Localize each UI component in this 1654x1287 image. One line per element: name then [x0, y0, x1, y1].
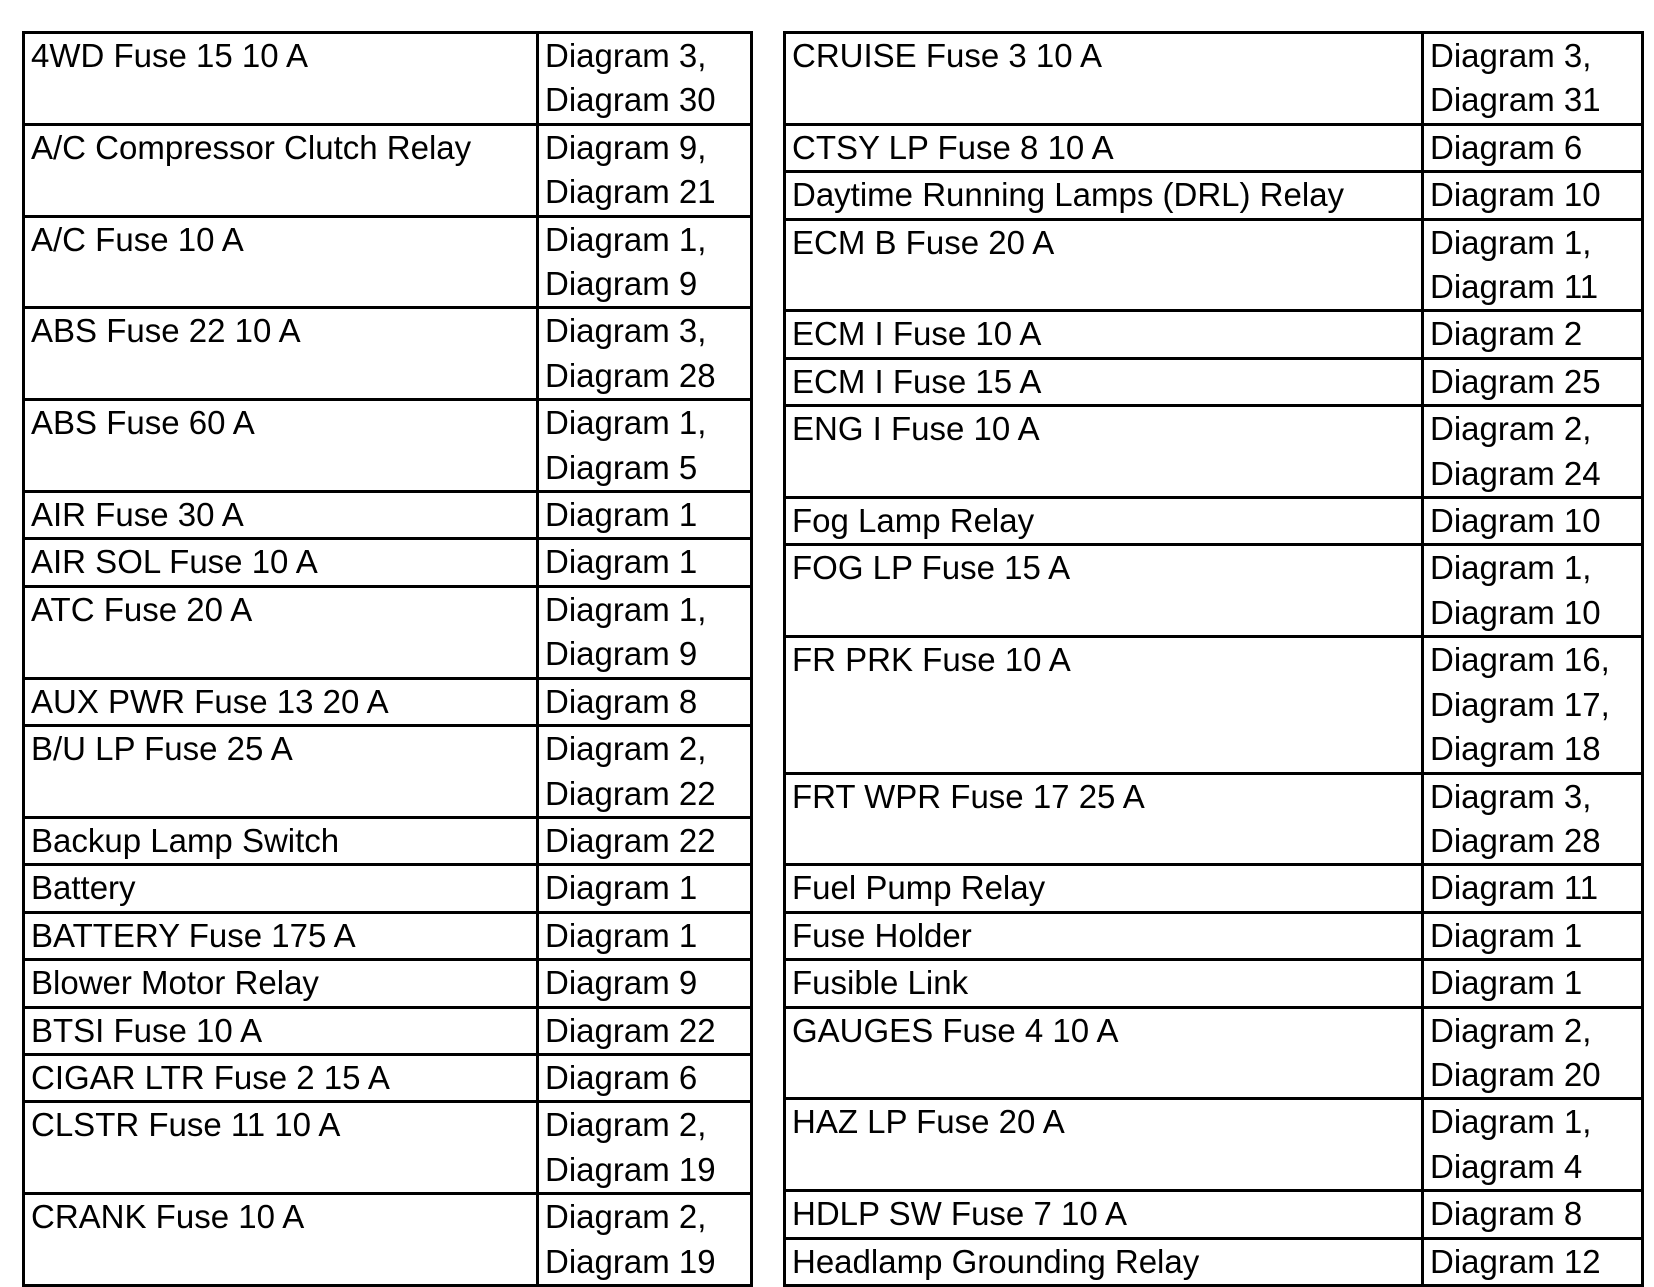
component-name-cell: Fuel Pump Relay [785, 865, 1423, 912]
table-row [785, 33, 1643, 125]
diagram-reference-cell: Diagram 9, Diagram 21 [538, 124, 752, 216]
diagram-reference-cell: Diagram 2, Diagram 24 [1423, 406, 1643, 498]
diagram-reference-cell: Diagram 16, Diagram 17, Diagram 18 [1423, 637, 1643, 773]
component-name-cell: ECM I Fuse 15 A [785, 358, 1423, 405]
diagram-reference-cell: Diagram 6 [538, 1054, 752, 1101]
diagram-reference-cell: Diagram 1 [538, 492, 752, 539]
table-row [785, 311, 1643, 358]
table-row [24, 308, 752, 400]
diagram-reference-cell: Diagram 9 [538, 960, 752, 1007]
component-name-cell: CLSTR Fuse 11 10 A [24, 1102, 538, 1194]
table-row [785, 545, 1643, 637]
table-row [785, 912, 1643, 959]
component-name-cell: Blower Motor Relay [24, 960, 538, 1007]
table-row [785, 1191, 1643, 1238]
table-row [24, 817, 752, 864]
component-name-cell: CTSY LP Fuse 8 10 A [785, 124, 1423, 171]
component-name-cell: ECM I Fuse 10 A [785, 311, 1423, 358]
table-row [24, 1102, 752, 1194]
table-row [24, 1054, 752, 1101]
table-row [785, 960, 1643, 1007]
component-name-cell: ABS Fuse 60 A [24, 400, 538, 492]
diagram-reference-cell: Diagram 3, Diagram 30 [538, 33, 752, 125]
component-name-cell: ABS Fuse 22 10 A [24, 308, 538, 400]
table-row [24, 726, 752, 818]
table-row [24, 492, 752, 539]
diagram-reference-cell: Diagram 22 [538, 817, 752, 864]
fuse-index-page [22, 31, 1638, 1280]
diagram-reference-cell: Diagram 10 [1423, 498, 1643, 545]
table-row [785, 1007, 1643, 1099]
diagram-reference-cell: Diagram 1 [538, 865, 752, 912]
table-row [24, 539, 752, 586]
diagram-reference-cell: Diagram 1, Diagram 11 [1423, 219, 1643, 311]
column-gutter [753, 31, 783, 1236]
component-name-cell: ENG I Fuse 10 A [785, 406, 1423, 498]
fuse-index-table-right [783, 31, 1644, 1287]
diagram-reference-cell: Diagram 8 [538, 678, 752, 725]
table-row [24, 400, 752, 492]
component-name-cell: ATC Fuse 20 A [24, 586, 538, 678]
component-name-cell: Fog Lamp Relay [785, 498, 1423, 545]
component-name-cell: Headlamp Grounding Relay [785, 1238, 1423, 1285]
diagram-reference-cell: Diagram 1, Diagram 9 [538, 216, 752, 308]
component-name-cell: AUX PWR Fuse 13 20 A [24, 678, 538, 725]
table-row [785, 172, 1643, 219]
table-row [785, 637, 1643, 773]
component-name-cell: Fuse Holder [785, 912, 1423, 959]
diagram-reference-cell: Diagram 25 [1423, 358, 1643, 405]
diagram-reference-cell: Diagram 3, Diagram 28 [1423, 773, 1643, 865]
component-name-cell: A/C Compressor Clutch Relay [24, 124, 538, 216]
table-row [785, 406, 1643, 498]
diagram-reference-cell: Diagram 1 [1423, 912, 1643, 959]
table-row [24, 33, 752, 125]
diagram-reference-cell: Diagram 10 [1423, 172, 1643, 219]
table-row [785, 498, 1643, 545]
component-name-cell: Fusible Link [785, 960, 1423, 1007]
fuse-index-table-left [22, 31, 753, 1287]
component-name-cell: Daytime Running Lamps (DRL) Relay [785, 172, 1423, 219]
diagram-reference-cell: Diagram 22 [538, 1007, 752, 1054]
table-row [785, 358, 1643, 405]
component-name-cell: AIR SOL Fuse 10 A [24, 539, 538, 586]
table-row [24, 865, 752, 912]
component-name-cell: A/C Fuse 10 A [24, 216, 538, 308]
table-row [785, 219, 1643, 311]
component-name-cell: FOG LP Fuse 15 A [785, 545, 1423, 637]
component-name-cell: CRUISE Fuse 3 10 A [785, 33, 1423, 125]
table-row [785, 1238, 1643, 1285]
component-name-cell: BATTERY Fuse 175 A [24, 912, 538, 959]
component-name-cell: BTSI Fuse 10 A [24, 1007, 538, 1054]
diagram-reference-cell: Diagram 3, Diagram 28 [538, 308, 752, 400]
diagram-reference-cell: Diagram 1, Diagram 10 [1423, 545, 1643, 637]
table-body-left [24, 33, 752, 1286]
table-row [24, 1007, 752, 1054]
diagram-reference-cell: Diagram 2, Diagram 19 [538, 1102, 752, 1194]
component-name-cell: CIGAR LTR Fuse 2 15 A [24, 1054, 538, 1101]
component-name-cell: AIR Fuse 30 A [24, 492, 538, 539]
component-name-cell: FRT WPR Fuse 17 25 A [785, 773, 1423, 865]
diagram-reference-cell: Diagram 1 [538, 539, 752, 586]
component-name-cell: 4WD Fuse 15 10 A [24, 33, 538, 125]
diagram-reference-cell: Diagram 2, Diagram 22 [538, 726, 752, 818]
diagram-reference-cell: Diagram 1 [538, 912, 752, 959]
component-name-cell: CRANK Fuse 10 A [24, 1194, 538, 1286]
table-row [785, 773, 1643, 865]
diagram-reference-cell: Diagram 1, Diagram 9 [538, 586, 752, 678]
table-row [24, 678, 752, 725]
table-row [24, 216, 752, 308]
component-name-cell: Backup Lamp Switch [24, 817, 538, 864]
component-name-cell: HAZ LP Fuse 20 A [785, 1099, 1423, 1191]
component-name-cell: HDLP SW Fuse 7 10 A [785, 1191, 1423, 1238]
diagram-reference-cell: Diagram 6 [1423, 124, 1643, 171]
diagram-reference-cell: Diagram 11 [1423, 865, 1643, 912]
table-row [24, 960, 752, 1007]
component-name-cell: ECM B Fuse 20 A [785, 219, 1423, 311]
table-row [785, 1099, 1643, 1191]
component-name-cell: B/U LP Fuse 25 A [24, 726, 538, 818]
diagram-reference-cell: Diagram 1, Diagram 4 [1423, 1099, 1643, 1191]
table-row [24, 1194, 752, 1286]
table-body-right [785, 33, 1643, 1286]
component-name-cell: GAUGES Fuse 4 10 A [785, 1007, 1423, 1099]
diagram-reference-cell: Diagram 2, Diagram 20 [1423, 1007, 1643, 1099]
diagram-reference-cell: Diagram 1 [1423, 960, 1643, 1007]
diagram-reference-cell: Diagram 2, Diagram 19 [538, 1194, 752, 1286]
diagram-reference-cell: Diagram 8 [1423, 1191, 1643, 1238]
diagram-reference-cell: Diagram 3, Diagram 31 [1423, 33, 1643, 125]
component-name-cell: FR PRK Fuse 10 A [785, 637, 1423, 773]
table-row [785, 865, 1643, 912]
component-name-cell: Battery [24, 865, 538, 912]
table-row [24, 586, 752, 678]
diagram-reference-cell: Diagram 2 [1423, 311, 1643, 358]
diagram-reference-cell: Diagram 12 [1423, 1238, 1643, 1285]
table-row [785, 124, 1643, 171]
table-row [24, 912, 752, 959]
diagram-reference-cell: Diagram 1, Diagram 5 [538, 400, 752, 492]
table-row [24, 124, 752, 216]
